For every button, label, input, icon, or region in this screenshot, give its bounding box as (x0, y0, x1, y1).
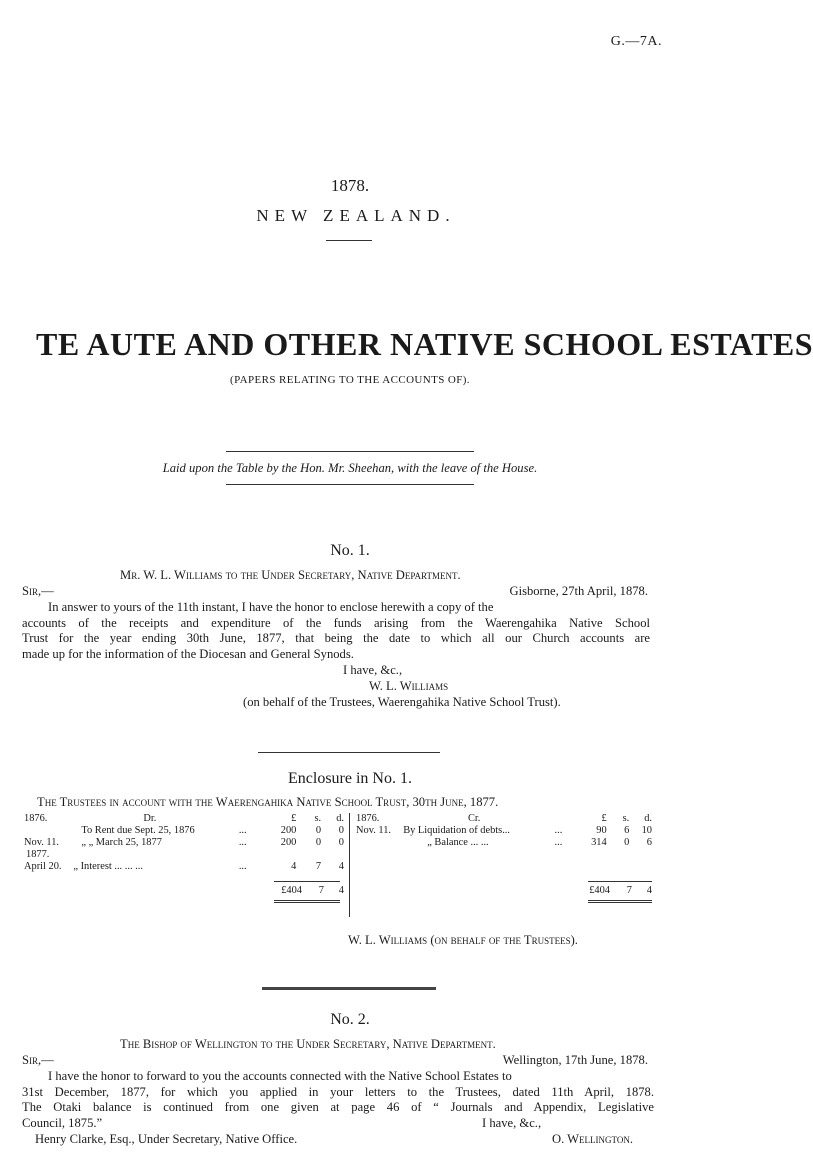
letter1-line-1: In answer to yours of the 11th instant, I have the honor to enclose herewith a copy of the (48, 600, 494, 614)
row-leader: ... (554, 837, 563, 848)
document-subtitle: (PAPERS RELATING TO THE ACCOUNTS OF). (230, 374, 470, 386)
row-leader: ... (238, 825, 247, 836)
enclosure-heading: The Trustees in account with the Waerengahika Native School Trust, 30th June, 1877. (37, 795, 499, 809)
row-description: „ „ March 25, 1877 (81, 837, 162, 848)
country: NEW ZEALAND. (256, 206, 456, 225)
letter2-number: No. 2. (330, 1011, 370, 1028)
row-shillings: 0 (624, 837, 630, 848)
dr-total-rule-bottom (274, 900, 340, 901)
cr-total-pounds: £404 (589, 885, 610, 896)
account-table (24, 813, 654, 923)
row-shillings: 7 (315, 861, 322, 872)
laid-rule-top (226, 451, 474, 452)
row-date: 1877. (26, 849, 50, 860)
table-row (24, 861, 348, 873)
table-row (356, 837, 654, 849)
letter2-body (22, 1069, 654, 1131)
section-rule-1 (258, 752, 440, 753)
cr-shillings-header: s. (622, 813, 630, 824)
row-leader: ... (554, 825, 563, 836)
letter2-signature: O. Wellington. (552, 1132, 634, 1146)
table-row (24, 849, 348, 861)
country-underline (326, 240, 372, 241)
table-row (24, 825, 348, 837)
cr-total-rule-top (588, 881, 652, 882)
document-title: TE AUTE AND OTHER NATIVE SCHOOL ESTATES (36, 326, 813, 362)
letter1-number: No. 1. (330, 542, 370, 559)
row-date: April 20. (24, 861, 62, 872)
laid-rule-bottom (226, 484, 474, 485)
cr-total-rule-bottom-2 (588, 902, 652, 903)
dr-pounds-header: £ (291, 813, 297, 824)
row-pence: 6 (646, 837, 652, 848)
letter1-signature: W. L. Williams (369, 679, 449, 693)
dr-total-pounds: £404 (281, 885, 302, 896)
letter1-salutation: Sir,— (22, 584, 54, 598)
row-date (24, 825, 69, 837)
letter2-closing: I have, &c., (482, 1116, 542, 1130)
cr-pounds-header: £ (601, 813, 607, 824)
row-leader: ... (238, 837, 247, 848)
year: 1878. (330, 176, 370, 195)
letter1-closing: I have, &c., (343, 663, 403, 677)
row-description (69, 849, 230, 861)
letter2-heading: The Bishop of Wellington to the Under Secretary, Native Department. (120, 1037, 496, 1051)
row-pounds: 200 (280, 825, 297, 836)
cr-side (356, 813, 654, 896)
account-divider (349, 813, 350, 917)
dr-shillings-header: s. (314, 813, 322, 824)
dr-total-shillings: 7 (318, 885, 324, 896)
cr-total-rule-bottom (588, 900, 652, 901)
cr-year: 1876. (356, 813, 380, 824)
table-row (24, 837, 348, 849)
section-rule-2 (262, 987, 436, 990)
row-pounds: 200 (280, 837, 297, 848)
row-description: „ Interest ... ... ... (73, 861, 143, 872)
dr-total-row (248, 885, 348, 897)
row-pence: 4 (338, 861, 344, 872)
cr-pence-header: d. (644, 813, 652, 824)
laid-upon-note: Laid upon the Table by the Hon. Mr. Sheehan, with the leave of the House. (162, 461, 538, 475)
letter1-body (22, 600, 650, 662)
row-description: By Liquidation of debts... (403, 825, 510, 836)
row-pence: 10 (641, 825, 652, 836)
enclosure-title: Enclosure in No. 1. (288, 770, 412, 787)
letter1-heading: Mr. W. L. Williams to the Under Secretary, Native Department. (120, 568, 461, 582)
cr-total-shillings: 7 (626, 885, 632, 896)
letter2-addressee: Henry Clarke, Esq., Under Secretary, Native Office. (35, 1132, 298, 1146)
letter1-on-behalf: (on behalf of the Trustees, Waerengahika Native School Trust). (243, 695, 561, 709)
cr-total-row (556, 885, 654, 897)
cr-total-pence: 4 (646, 885, 652, 896)
letter1-place-date: Gisborne, 27th April, 1878. (509, 584, 648, 598)
row-pence: 0 (338, 825, 344, 836)
dr-total-rule-top (274, 881, 340, 882)
row-date: Nov. 11. (24, 837, 60, 848)
letter2-salutation: Sir,— (22, 1053, 54, 1067)
letter2-line-4: Council, 1875.” (22, 1115, 103, 1130)
row-pounds: 314 (591, 837, 607, 848)
row-pounds: 4 (291, 861, 297, 872)
letter2-line-3: The Otaki balance is continued from one given at page 46 of “ Journals and Appendix, Legislative (22, 1100, 654, 1114)
dr-label: Dr. (143, 813, 157, 824)
letter2-line-1: I have the honor to forward to you the accounts connected with the Native School Estates to (48, 1069, 512, 1083)
row-shillings: 6 (624, 825, 630, 836)
table-row (356, 825, 654, 837)
row-shillings: 0 (315, 825, 322, 836)
letter1-line-2: accounts of the receipts and expenditure of the funds arising from the Waerengahika Native School (22, 615, 650, 630)
row-date (356, 837, 401, 849)
letter2-place-date: Wellington, 17th June, 1878. (502, 1053, 648, 1067)
cr-label: Cr. (467, 813, 481, 824)
dr-side (24, 813, 348, 896)
row-description: To Rent due Sept. 25, 1876 (81, 825, 195, 836)
document-code: G.—7A. (610, 34, 662, 49)
row-pounds: 90 (596, 825, 607, 836)
enclosure-signature: W. L. Williams (on behalf of the Trustees). (348, 933, 578, 947)
letter2-line-2: 31st December, 1877, for which you applied in your letters to the Trustees, dated 11th April, 1878. (22, 1084, 654, 1099)
dr-total-rule-bottom-2 (274, 902, 340, 903)
letter1-line-3: Trust for the year ending 30th June, 1877, that being the date to which all our Church accounts are (22, 631, 650, 645)
row-pence: 0 (338, 837, 344, 848)
row-shillings: 0 (315, 837, 322, 848)
letter1-line-4: made up for the information of the Diocesan and General Synods. (22, 646, 354, 661)
row-date: Nov. 11. (356, 825, 392, 836)
dr-pence-header: d. (336, 813, 344, 824)
dr-year: 1876. (24, 813, 48, 824)
dr-total-pence: 4 (338, 885, 344, 896)
row-description: „ Balance ... ... (427, 837, 489, 848)
row-leader: ... (238, 861, 247, 872)
